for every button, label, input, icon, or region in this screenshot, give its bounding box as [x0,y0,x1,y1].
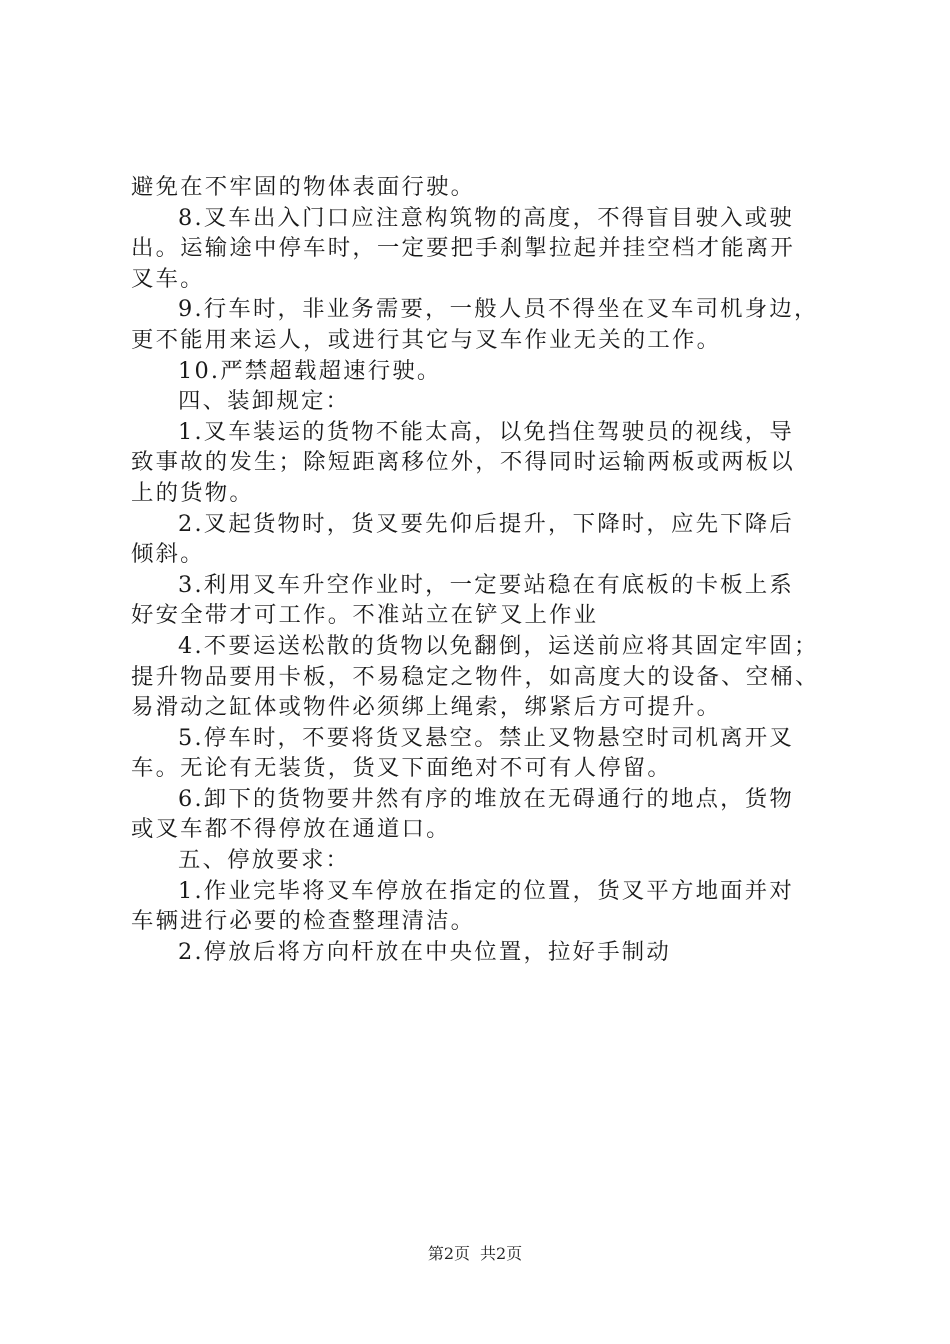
text-line: 或叉车都不得停放在通道口。 [131,816,451,843]
text-line: 提升物品要用卡板，不易稳定之物件，如高度大的设备、空桶、 [131,663,820,690]
text-line: 倾斜。 [131,541,205,568]
text-line: 3.利用叉车升空作业时，一定要站稳在有底板的卡板上系 [178,571,794,598]
text-line: 易滑动之缸体或物件必须绑上绳索，绑紧后方可提升。 [131,694,722,721]
text-line: 1.叉车装运的货物不能太高，以免挡住驾驶员的视线，导 [178,418,794,445]
page-number: 第2页 [427,1244,470,1263]
section-heading: 五、停放要求： [178,847,351,874]
text-line: 好安全带才可工作。不准站立在铲叉上作业 [131,602,599,629]
text-line: 上的货物。 [131,479,254,506]
text-line: 避免在不牢固的物体表面行驶。 [131,174,476,200]
text-line: 10.严禁超载超速行驶。 [178,357,442,384]
text-line: 更不能用来运人，或进行其它与叉车作业无关的工作。 [131,326,722,353]
text-line: 叉车。 [131,265,205,292]
section-heading: 四、装卸规定： [178,388,351,415]
text-line: 6.卸下的货物要井然有序的堆放在无碍通行的地点，货物 [178,785,794,812]
text-line: 2.停放后将方向杆放在中央位置，拉好手制动 [178,938,671,965]
text-line: 出。运输途中停车时，一定要把手刹掣拉起并挂空档才能离开 [131,235,795,262]
text-line: 9.行车时，非业务需要，一般人员不得坐在叉车司机身边， [178,296,819,323]
text-line: 2.叉起货物时，货叉要先仰后提升，下降时，应先下降后 [178,510,794,537]
text-line: 车。无论有无装货，货叉下面绝对不可有人停留。 [131,755,672,782]
page-footer [0,1242,950,1266]
document-body [131,172,831,967]
text-line: 5.停车时，不要将货叉悬空。禁止叉物悬空时司机离开叉 [178,724,794,751]
text-line: 1.作业完毕将叉车停放在指定的位置，货叉平方地面并对 [178,877,794,904]
text-line: 车辆进行必要的检查整理清洁。 [131,908,476,935]
text-line: 致事故的发生；除短距离移位外，不得同时运输两板或两板以 [131,449,795,476]
page-total: 共2页 [480,1244,523,1263]
text-line: 4.不要运送松散的货物以免翻倒，运送前应将其固定牢固； [178,632,819,659]
text-line: 8.叉车出入门口应注意构筑物的高度，不得盲目驶入或驶 [178,204,794,231]
